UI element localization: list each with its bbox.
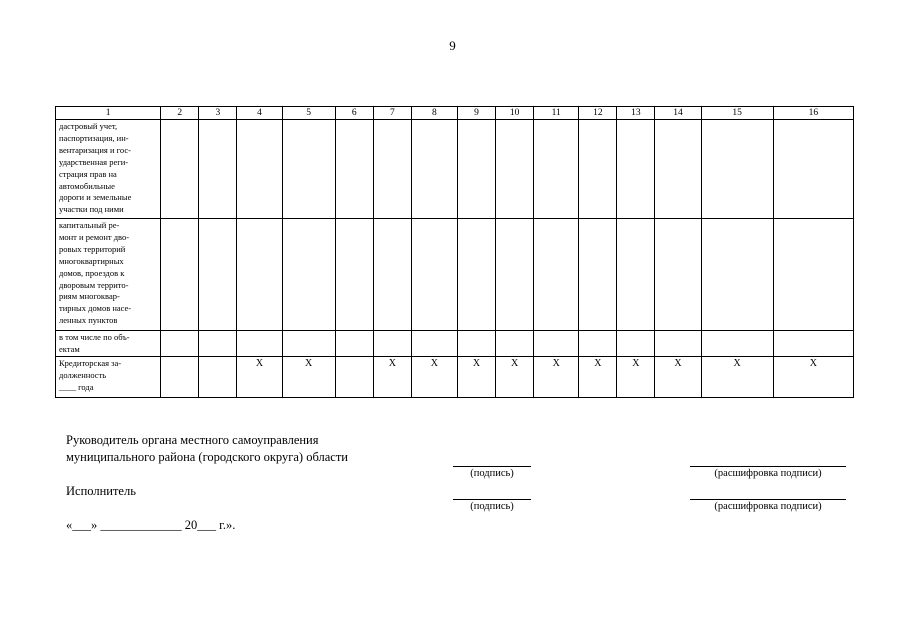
row-label-line: паспортизация, ин-	[59, 132, 129, 143]
row-label-line: риям многоквар-	[59, 291, 120, 302]
executor-label: Исполнитель	[66, 484, 136, 498]
row-label-line: ровых территорий	[59, 243, 126, 254]
table-cell: X	[773, 356, 853, 397]
column-number-cell: 12	[579, 107, 617, 120]
table-cell	[617, 120, 655, 219]
table-cell	[161, 120, 199, 219]
head-decoding-line	[690, 466, 846, 467]
executor-decoding-caption: (расшифровка подписи)	[714, 501, 822, 512]
row-label-line: дворовым террито-	[59, 279, 129, 290]
table-cell	[282, 331, 335, 357]
table-cell	[373, 331, 411, 357]
table-cell	[373, 120, 411, 219]
table-cell	[335, 120, 373, 219]
column-number-cell: 13	[617, 107, 655, 120]
table-cell: X	[237, 356, 282, 397]
table-cell	[655, 120, 701, 219]
table-cell	[496, 120, 534, 219]
column-number-cell: 1	[56, 107, 161, 120]
table-cell	[237, 331, 282, 357]
row-label-line: тирных домов насе-	[59, 303, 132, 314]
date-line: «___» _____________ 20___ г.».	[66, 518, 236, 532]
row-label-line: дороги и земельные	[59, 192, 132, 203]
table-row	[56, 120, 854, 219]
table-cell	[701, 331, 773, 357]
row-label-line: участки под ними	[59, 204, 124, 215]
table-cell	[457, 219, 495, 331]
row-label-line: страция прав на	[59, 168, 117, 179]
table-row	[56, 356, 854, 397]
page-number: 9	[449, 38, 456, 53]
row-label-line: ударственная реги-	[59, 156, 129, 167]
column-number-cell: 14	[655, 107, 701, 120]
table-cell: X	[701, 356, 773, 397]
table-cell	[411, 331, 457, 357]
table-cell: X	[655, 356, 701, 397]
table-cell	[161, 331, 199, 357]
head-signature-line	[453, 466, 531, 467]
table-cell	[335, 331, 373, 357]
table-cell	[411, 120, 457, 219]
table-cell: X	[534, 356, 579, 397]
column-number-cell: 5	[282, 107, 335, 120]
table-cell	[701, 120, 773, 219]
table-cell: X	[457, 356, 495, 397]
row-label-line: ленных пунктов	[59, 315, 118, 326]
table-cell	[773, 219, 853, 331]
column-number-cell: 11	[534, 107, 579, 120]
row-label-line: вентаризация и гос-	[59, 144, 131, 155]
table-cell	[773, 331, 853, 357]
row-label-line: долженность	[59, 369, 107, 380]
table-cell	[161, 356, 199, 397]
column-number-row	[56, 107, 854, 120]
row-label	[56, 331, 161, 357]
executor-decoding-line	[690, 499, 846, 500]
table-cell	[534, 219, 579, 331]
table-cell	[534, 120, 579, 219]
table-cell	[496, 331, 534, 357]
table-cell	[579, 331, 617, 357]
column-number-cell: 6	[335, 107, 373, 120]
executor-signature-caption: (подпись)	[470, 501, 514, 512]
executor-signature-line	[453, 499, 531, 500]
row-label-line: ____ года	[59, 381, 94, 392]
table-cell	[199, 356, 237, 397]
table-cell	[773, 120, 853, 219]
table-cell: X	[496, 356, 534, 397]
head-decoding-caption: (расшифровка подписи)	[714, 468, 822, 479]
table-cell	[237, 219, 282, 331]
table-cell	[457, 120, 495, 219]
row-label-line: домов, проездов к	[59, 267, 125, 278]
table-cell: X	[282, 356, 335, 397]
row-label	[56, 356, 161, 397]
row-label	[56, 219, 161, 331]
row-label-line: автомобильные	[59, 180, 115, 191]
column-number-cell: 10	[496, 107, 534, 120]
table-cell	[617, 331, 655, 357]
report-table	[55, 106, 854, 398]
row-label	[56, 120, 161, 219]
head-signature-caption: (подпись)	[470, 468, 514, 479]
column-number-cell: 4	[237, 107, 282, 120]
row-label-line: Кредиторская за-	[59, 357, 122, 368]
table-cell	[655, 219, 701, 331]
row-label-line: в том числе по объ-	[59, 332, 130, 342]
table-cell	[701, 219, 773, 331]
row-label-line: многоквартирных	[59, 255, 124, 266]
table-cell	[411, 219, 457, 331]
column-number-cell: 16	[773, 107, 853, 120]
table-cell: X	[579, 356, 617, 397]
table-cell	[457, 331, 495, 357]
table-row	[56, 331, 854, 357]
row-label-line: дастровый учет,	[59, 121, 118, 131]
table-cell	[579, 219, 617, 331]
column-number-cell: 7	[373, 107, 411, 120]
column-number-cell: 15	[701, 107, 773, 120]
row-label-line: ектам	[59, 343, 80, 354]
table-cell: X	[617, 356, 655, 397]
column-number-cell: 8	[411, 107, 457, 120]
table-cell	[199, 120, 237, 219]
table-cell: X	[373, 356, 411, 397]
head-title-line-2: муниципального района (городского округа) области	[66, 450, 348, 464]
table-cell	[335, 356, 373, 397]
table-cell	[655, 331, 701, 357]
table-cell	[496, 219, 534, 331]
row-label-line: монт и ремонт дво-	[59, 231, 130, 242]
table-cell	[237, 120, 282, 219]
table-cell	[282, 219, 335, 331]
table-cell	[199, 331, 237, 357]
table-cell	[282, 120, 335, 219]
column-number-cell: 2	[161, 107, 199, 120]
table-cell	[373, 219, 411, 331]
table-cell	[534, 331, 579, 357]
head-title-line-1: Руководитель органа местного самоуправления	[66, 433, 319, 447]
table-cell	[579, 120, 617, 219]
table-cell	[161, 219, 199, 331]
table-cell: X	[411, 356, 457, 397]
table-row	[56, 219, 854, 331]
row-label-line: капитальный ре-	[59, 220, 120, 230]
table-cell	[617, 219, 655, 331]
table-cell	[199, 219, 237, 331]
table-cell	[335, 219, 373, 331]
column-number-cell: 9	[457, 107, 495, 120]
column-number-cell: 3	[199, 107, 237, 120]
